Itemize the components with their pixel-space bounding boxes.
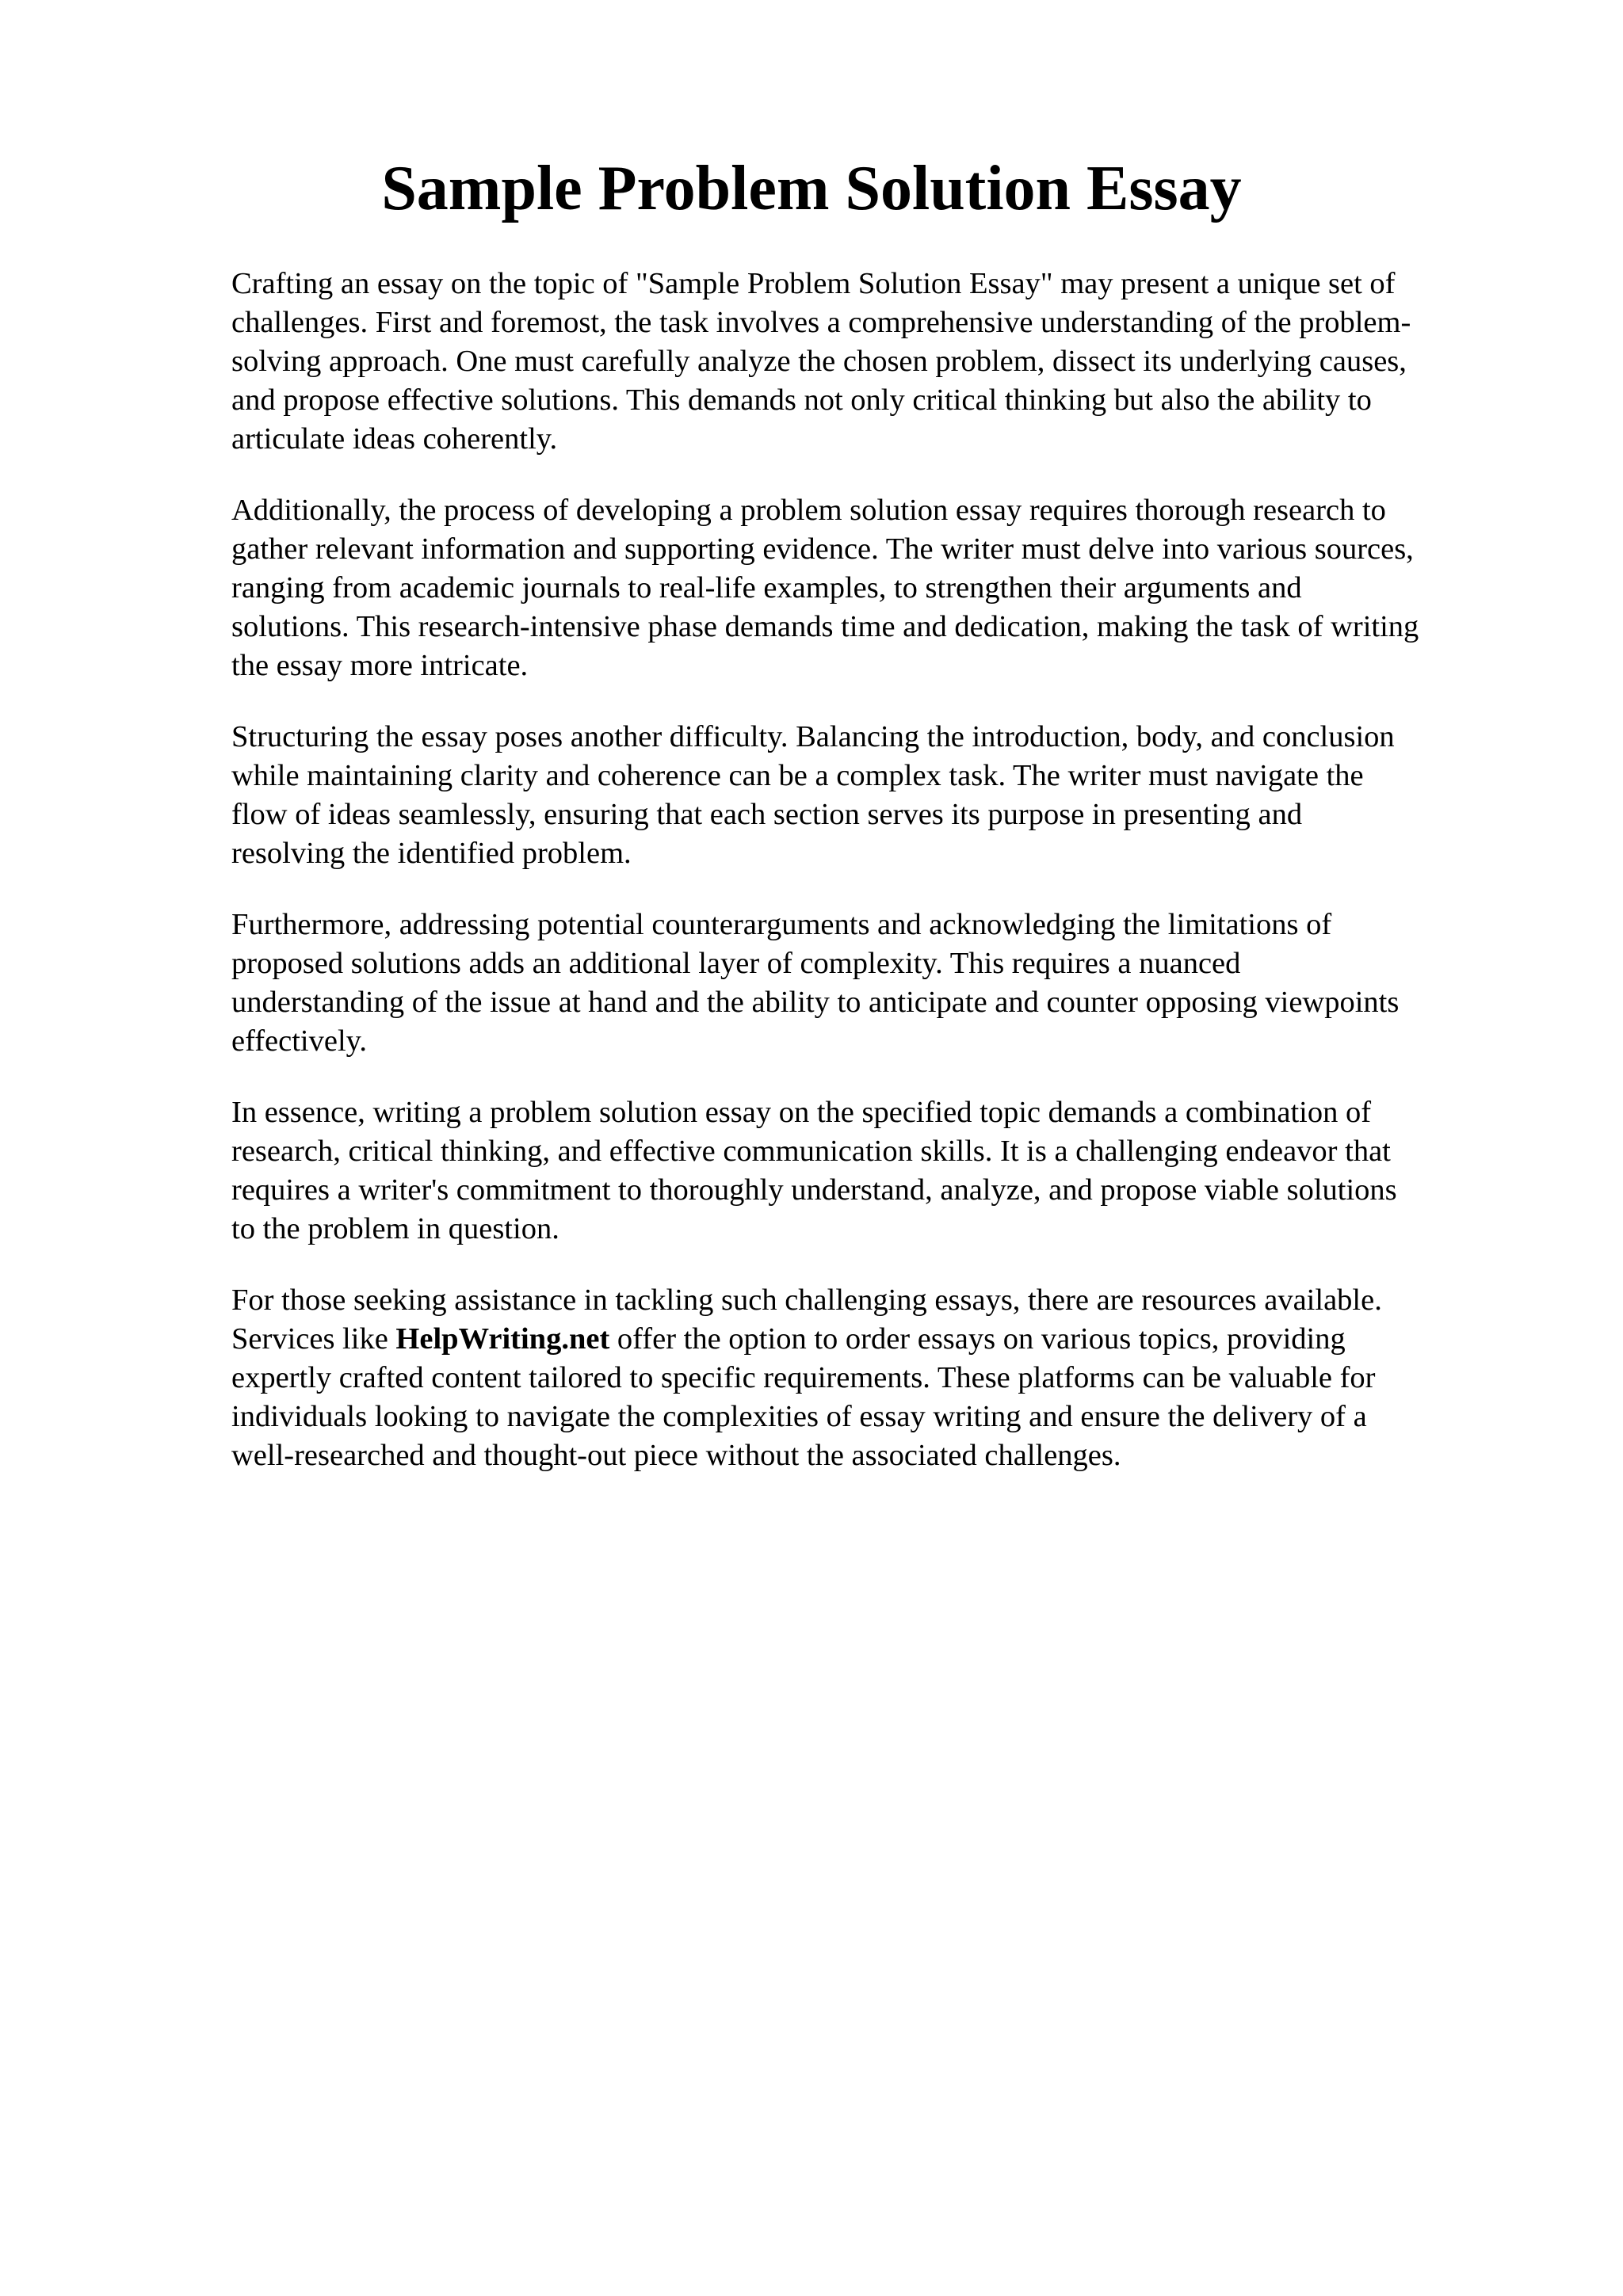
page-title: Sample Problem Solution Essay [381,154,1242,223]
paragraph-6-closing [231,1281,1515,1475]
paragraph-line: proposed solutions adds an additional layer of complexity. This requires a nuanced [231,947,1241,980]
paragraph-line: challenges. First and foremost, the task involves a comprehensive understanding of the problem- [231,306,1411,339]
paragraph-line: expertly crafted content tailored to specific requirements. These platforms can be valuable for [231,1361,1376,1394]
paragraph-4 [231,906,1515,1061]
paragraph-line: to the problem in question. [231,1212,559,1245]
paragraph-line: In essence, writing a problem solution essay on the specified topic demands a combination of [231,1096,1372,1129]
line-text-after: offer the option to order essays on various topics, providing [609,1322,1346,1356]
paragraph-5 [231,1093,1515,1249]
paragraph-line: Furthermore, addressing potential counterarguments and acknowledging the limitations of [231,908,1332,941]
paragraph-line: well-researched and thought-out piece without the associated challenges. [231,1439,1121,1472]
paragraph-line: solutions. This research-intensive phase demands time and dedication, making the task of writing [231,610,1419,643]
paragraph-1 [231,265,1515,459]
paragraph-line: For those seeking assistance in tackling such challenging essays, there are resources available. [231,1283,1382,1317]
line-text-before: Services like [231,1322,396,1356]
paragraph-line: Additionally, the process of developing a problem solution essay requires thorough research to [231,494,1386,527]
helpwriting-brand-name: HelpWriting.net [395,1322,610,1356]
paragraph-line: and propose effective solutions. This demands not only critical thinking but also the ability to [231,383,1372,417]
paragraph-line: understanding of the issue at hand and the ability to anticipate and counter opposing viewpoints [231,986,1400,1019]
paragraph-line: gather relevant information and supporting evidence. The writer must delve into various sources, [231,532,1414,566]
paragraph-2 [231,491,1515,685]
paragraph-line: resolving the identified problem. [231,837,632,870]
paragraph-line: requires a writer's commitment to thoroughly understand, analyze, and propose viable solutions [231,1173,1397,1207]
paragraph-line-with-brand [231,1320,1515,1359]
paragraph-line: while maintaining clarity and coherence can be a complex task. The writer must navigate the [231,759,1364,792]
paragraph-line: Structuring the essay poses another difficulty. Balancing the introduction, body, and conclusion [231,720,1395,753]
paragraph-line: solving approach. One must carefully analyze the chosen problem, dissect its underlying causes, [231,345,1407,378]
paragraph-line: the essay more intricate. [231,649,529,682]
paragraph-line: articulate ideas coherently. [231,422,558,456]
paragraph-line: ranging from academic journals to real-life examples, to strengthen their arguments and [231,571,1302,605]
paragraph-line: flow of ideas seamlessly, ensuring that each section serves its purpose in presenting and [231,798,1303,831]
paragraph-line: research, critical thinking, and effective communication skills. It is a challenging endeavor that [231,1135,1391,1168]
paragraph-line: effectively. [231,1024,368,1058]
paragraph-line: individuals looking to navigate the complexities of essay writing and ensure the delivery of a [231,1400,1367,1433]
paragraph-3 [231,718,1515,873]
paragraph-line: Crafting an essay on the topic of "Sample Problem Solution Essay" may present a unique set of [231,267,1396,300]
essay-body [231,265,1515,1508]
